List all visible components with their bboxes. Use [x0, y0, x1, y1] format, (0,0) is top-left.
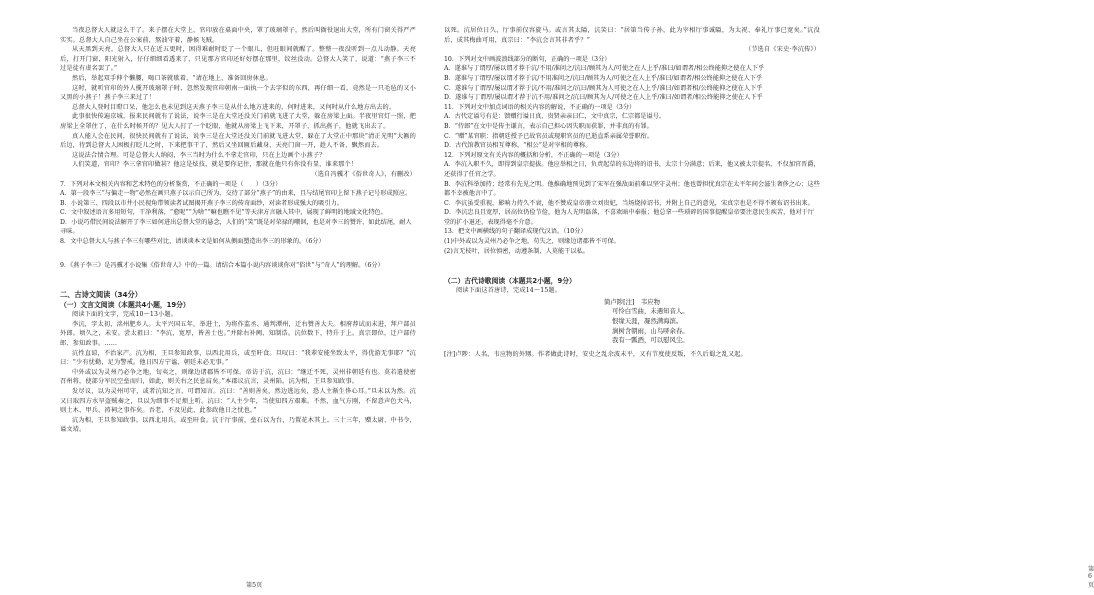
classical-text — [60, 320, 416, 435]
answer-space — [444, 256, 820, 270]
answer-option: C．李沆虽受重视，影响力持久不衰，他不赞成皇帝册立刘贵妃，当场烧掉诏书，并附上自己的意见，宋真宗也是不得不颁布诏书出来。 — [444, 199, 814, 207]
page-number: 第6页 — [1088, 566, 1094, 589]
question-7-options — [60, 189, 416, 237]
poem-title: 简卢陟[注] 韦应物 — [603, 297, 661, 306]
story-paragraph: 真人能人会在民间，很快民间就有了说法，说李三是在大堂还没关门前就飞进大堂，躲在了大堂正中那块“清正光明”大匾的后边，待到总督大人困极打眨儿之时，下来把事干了，然后又坐回匾后藏身，天亮门窗一开，趁人不备，飘然而去。 — [60, 132, 416, 150]
answer-option: B．“侍郎”在文中是传主谦言，表示自己担心因失职而获罪，并非真的有罪。 — [444, 122, 653, 130]
question-10-options — [444, 64, 820, 102]
question-8: 8．文中总督大人与燕子李三有哪些对比，请谈谈本文是如何从侧面塑造出李三的形象的。（6分） — [60, 238, 325, 246]
question-12-options — [444, 160, 820, 227]
poem-line: 恨缘天涯，凝然满海滨。 — [612, 317, 683, 326]
source-citation: （节选自《宋史·李沆传》） — [744, 46, 820, 54]
answer-option: A．古代定谥号有是：馈赠行谥日真，贵贤亲亲曰仁，文中真宗，仁宗都是谥号。 — [444, 113, 666, 121]
page-5 — [0, 0, 430, 595]
subsection-2-intro: 阅读下面这首唐诗，完成14～15题。 — [456, 287, 562, 295]
story-paragraph: 此事很快传遍京城，报来民间就有了说法，说李三是在大堂还没关门前就飞进了大堂，躲在房梁上面。半夜里官灯一照，把房梁上全罩住了，在什么时候开的？见大人打了一个眨眼，他就从房梁上飞下来，开罩子，抓出燕子，他就飞出去了。 — [60, 113, 416, 130]
answer-option: B．李沆科举加持；经常有先见之明。他推确地预见到了宋军在强敌面前难以坚守灵州；他也曾担忧真宗在太平年间会滋生奢侈之心；这些都不幸被他言中了。 — [444, 180, 820, 198]
question-13: 13．把文中画横线的句子翻译成现代汉语。（10分） — [444, 228, 587, 236]
question-13-items — [444, 237, 820, 256]
page-6 — [430, 0, 1094, 595]
poem-line: 可怜白雪曲，未遇知音人。 — [612, 307, 689, 316]
poem-line: 我有一瓢酒，可以慰风尘。 — [612, 336, 689, 345]
answer-option: B．遂谁与丁谓厚/屡以谓才荐于沆/不用准问之/沆曰/顾其为人/可使之在人上乎/准曰/如谓者/相公终能抑之使在人下乎 — [444, 74, 763, 82]
answer-space — [60, 270, 416, 284]
question-12: 12．下列对原文有关内容的概括和分析，不正确的一项是（3分） — [444, 151, 623, 159]
classical-paragraph: 沆为相，王旦参知政事。以西北用兵，或至旰食。沆于厅事前，垒石以为台，乃置花木其上。三十三年，赠太尉、中书令，谥文靖。 — [60, 416, 416, 434]
answer-option: C．文中叙述语言多用短句，干净利落，“愈呢”“为啥”“嘛也瞧不见”等天津方言融入其中，展现了鲜明的地域文化特色。 — [60, 209, 387, 217]
story-paragraph: 当夜总督大人就这么干了。来子摆在大堂上，官印放在桌面中央，罩了玻璃罩子，然后叫衙役退出大堂，所有门窗关得严严实实。总督大人自己坐在公案前，熬油守着，静候飞贼。 — [60, 27, 416, 44]
answer-option: D．古代馆教官员相互尊称，“相公”是对宰相的尊称。 — [444, 142, 592, 150]
answer-option: D．李沆忠良且宽厚，居高位仍俭节俭，他为人光明磊落，不喜欢暗中奉报；他总拿一些琐碎的国事提醒皇帝要注意民生疾苦，他对于厅堂的扩小退还，表现得毫不介意。 — [444, 209, 815, 226]
question-11: 11．下列对文中加点词语的相关内容的解说，不正确的一项是（3分） — [444, 103, 636, 111]
subsection-1-intro: 阅读下面的文字，完成10～13小题。 — [72, 311, 178, 319]
question-10: 10．下列对文中画波浪线部分的断句，正确的一项是（3分） — [444, 55, 611, 63]
poem-note: [注]卢陟：人名，韦应物的外甥。作者做此诗时，安史之乱余波未平，又有节度使反叛，不久后蜀之乱又起。 — [444, 350, 747, 358]
answer-option: A．第一段李三“与偏走一物”必然在画只燕子以示自己所为，交待了部分“燕子”的由来，且与结尾官印上留下燕子记号形成照应。 — [60, 190, 412, 198]
translation-item: (2)言无枝叶，居位慎密，动遵条制，人莫能干以私。 — [444, 247, 589, 255]
classical-paragraph: 沆性直谅，不治家产。沆为相，王旦参知政事，以西北用兵，或至旰食。旦叹曰：“我辈安能坐致太平，得优游无事耶？”沆曰：“少有忧勤，足为警戒。他日四方宁谧，朝廷未必无事。” — [60, 349, 416, 367]
answer-space — [60, 247, 416, 261]
poem-body — [444, 307, 820, 345]
story-paragraph: 这时，就听官印的外人揽开玻璃罩子时，忽然发现官印朝南一面执一个去字似的东西，再仔细一看，竟然是一只毛毡的又小又黑的小燕子！燕子李三来过了！ — [60, 84, 416, 102]
story-paragraph: 从天黑到天亮，总督大人只在近五更时，困得难耐时眨了一个眼儿，但旺眼间就醒了。整整一夜没听到一点儿动静。天亮后，打开门窗，阳光射入，仔仔细细看透来了，只见那方官印还好好摆在那里，纹丝没动。总督大人笑了，说道：“燕子李三不过是徒有虚名罢了。” — [60, 46, 416, 73]
answer-option: A．遂谁与丁谓厚/屡以谓才荐于沆/不用/准问之/沆曰/顾其为人/可使之在人上乎/准曰/如谓者/相公终能抑之使在人下乎 — [444, 65, 765, 73]
answer-option: D．遂谁与丁谓厚/屡以谓才荐于沆不用/准问之/沆曰/顾其为人/可使之在人上乎/准曰/如谓者/相公终能抑之使在人下乎 — [444, 94, 763, 102]
story-paragraph: 然后，举起双手伸个懒腰，喝口茶就歇着，“请在地上，准备回房休息。 — [72, 74, 272, 82]
story-source: （选自冯骥才《俗世奇人》，有删改） — [311, 170, 416, 178]
classical-paragraph: 李沆，字太初，洺州肥乡人。太平兴国五年，举进士，为将作监丞、通判潭州，迁右赞善大夫。相府荐试而未进，拜户部员外郎。顷久之，未安。尝太祖曰：“李沆，宽厚，皆善士也。”并除右补阙、知制诰。沆位数下，特升于上。真宗即位，迁户部侍郎、参知政事。…… — [60, 320, 416, 348]
page-number: 第5页 — [246, 582, 263, 589]
story-paragraph: 这说法合情合理。可是总督大人纳闷，李三当时为什么不拿走官印，只在上边画个小燕子？ — [72, 151, 326, 159]
question-11-options — [444, 112, 820, 150]
question-9: 9．《燕子李三》是冯骥才小说集《俗世奇人》中的一篇。请结合本篇小说内容谈谈你对“俗世”与“奇人”的理解。（6分） — [60, 261, 384, 269]
question-7: 7．下列对本文相关内容和艺术特色的分析鉴赏，不正确的一项是（ ）（3分） — [60, 180, 282, 188]
subsection-1-title: （一）文言文阅读（本题共4小题，19分） — [60, 301, 190, 310]
classical-paragraph: 发尽议，以为灵州可守，或者沆知之言，可谓知言。沆曰：“善则善矣，然边逃远矣，恐人主渐生侈心耳。”旦未以为然。沆又日取四方水旱盗贼奏之，旦以为细事不足烦上听。沆曰：“人主少年，当使知四方艰难。不然，血气方刚，不留意声色犬马，则土木、甲兵、祷祠之事作矣。吾老，不及见此，此参政他日之忧也。” — [60, 388, 416, 415]
answer-option: D．小说巧借民间说法解开了李三如何进出总督大堂的悬念，人们的“笑”既是对荣禄的嘲讽，也是对李三的赞许，如此结尾，耐人寻味。 — [60, 218, 412, 236]
translation-item: (1)中外或以为灵州乃必争之地，苟失之，则缘边诸郡皆不可保。 — [444, 238, 620, 246]
answer-option: B．小说第三、四段以市井小民视角带领读者试图揭开燕子李三的传奇面纱，对读者形成强大的吸引力。 — [60, 199, 343, 207]
story-paragraph: 总督大人登时目瞪口呆，他怎么也未见到这天燕子李三是从什么地方进来的，何时进来，又何时从什么地方出去的。 — [72, 103, 396, 111]
story-excerpt — [60, 26, 416, 180]
subsection-2-title: （二）古代诗歌阅读（本题共2小题，9分） — [444, 277, 576, 286]
answer-option: C．遂谁与丁谓厚/屡以谓才荐于沆/不用/准问之/沆曰/顾其为人可使之在人上乎/准曰/如谓者相/公终能抑之使在人下乎 — [444, 84, 763, 92]
classical-text-continued: 以死。沆居位日久，厅事前仅容旋马。或言其太隘，沆笑曰：“居第当传子孙，此为宰相厅事诚隘，为太祝、奉礼厅事已宽矣。”沆没后，成其梅曲可用，真宗曰：“李沆会言其非者乎？” — [444, 27, 820, 44]
answer-option: C．“赠”某官职：指朝廷授予已故官员或现职官员的已逝直系亲属荣誉职衔。 — [444, 132, 654, 140]
section-2-title: 二、古诗文阅读（34分） — [60, 290, 142, 300]
story-paragraph: 人们笑道，官印？李三拿官印做甚？他这是炫技，就是要你记住，那就在他只有你没有显，谁来那个！ — [72, 161, 358, 169]
classical-paragraph: 中外或以为灵州乃必争之地，旬夷之，则缘边诸郡皆不可保。帝访于沆，沆曰：“继迁不死，灵州非朝廷有也。莫若遣使密召州将，使部分军民空垒而归，如此，则关右之民息肩矣。”本郡议沆言，灵州陷。沆为相，王旦参知政事。 — [60, 368, 416, 386]
poem-line: 涧树含朝雨，山鸟哢余春。 — [612, 326, 689, 335]
answer-option: A．李沆入职不久，即得到皇宗提拔。他应举相之日，负责起草的东边将的诏书，太宗十分满意；后来，他又被太宗提名，不仅加官晋爵，还获得了任官之学。 — [444, 161, 820, 178]
